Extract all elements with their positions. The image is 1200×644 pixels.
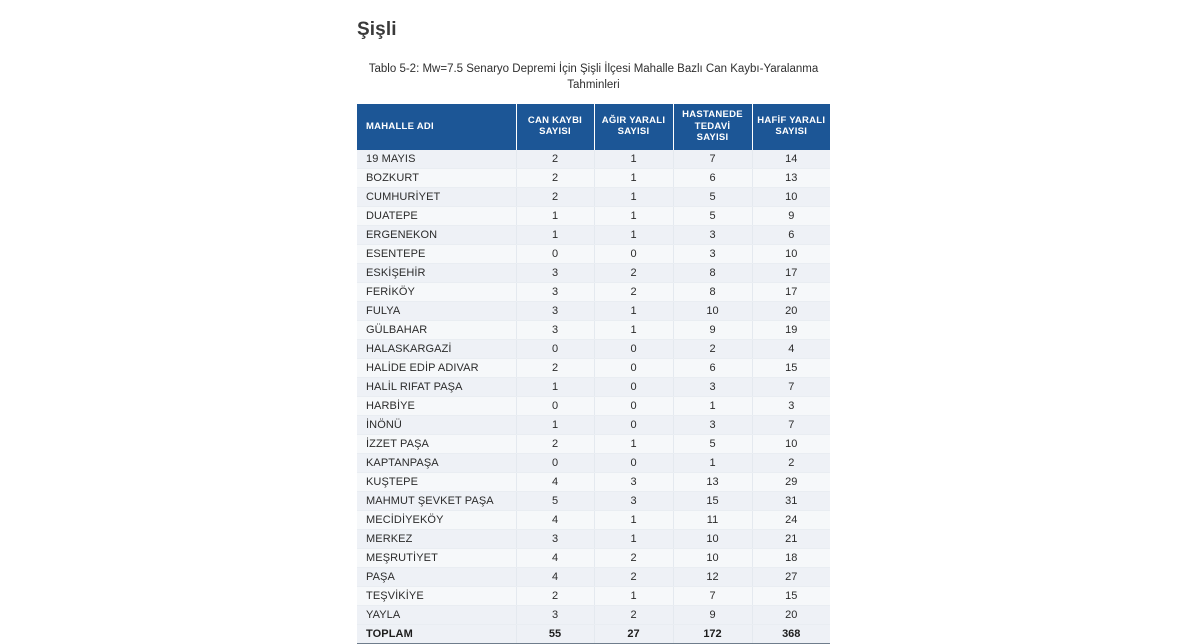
table-body	[357, 150, 830, 644]
cell-can-kaybi: 2	[516, 168, 594, 187]
cell-mahalle-adi: ESENTEPE	[357, 244, 516, 263]
table-row	[357, 187, 830, 206]
table-row	[357, 358, 830, 377]
cell-can-kaybi: 2	[516, 586, 594, 605]
cell-hastanede-tedavi: 3	[673, 244, 752, 263]
table-row	[357, 377, 830, 396]
cell-mahalle-adi: HALASKARGAZİ	[357, 339, 516, 358]
cell-can-kaybi: 3	[516, 605, 594, 624]
cell-hafif-yarali: 29	[752, 472, 830, 491]
table-container	[357, 104, 830, 644]
cell-agir-yarali: 0	[594, 244, 673, 263]
table-row	[357, 244, 830, 263]
cell-agir-yarali: 1	[594, 434, 673, 453]
column-header-hastanede: HASTANEDE TEDAVİ SAYISI	[673, 104, 752, 150]
total-cell-agir-yarali: 27	[594, 624, 673, 643]
cell-can-kaybi: 5	[516, 491, 594, 510]
cell-can-kaybi: 1	[516, 225, 594, 244]
cell-agir-yarali: 1	[594, 320, 673, 339]
cell-can-kaybi: 0	[516, 339, 594, 358]
cell-hastanede-tedavi: 2	[673, 339, 752, 358]
total-cell-can-kaybi: 55	[516, 624, 594, 643]
cell-hastanede-tedavi: 7	[673, 150, 752, 169]
cell-can-kaybi: 0	[516, 396, 594, 415]
cell-hafif-yarali: 19	[752, 320, 830, 339]
cell-hafif-yarali: 15	[752, 358, 830, 377]
cell-hastanede-tedavi: 6	[673, 168, 752, 187]
table-row	[357, 150, 830, 169]
table-row	[357, 453, 830, 472]
cell-agir-yarali: 0	[594, 358, 673, 377]
table-total-row	[357, 624, 830, 643]
cell-mahalle-adi: 19 MAYIS	[357, 150, 516, 169]
cell-hastanede-tedavi: 5	[673, 187, 752, 206]
cell-mahalle-adi: FULYA	[357, 301, 516, 320]
cell-agir-yarali: 1	[594, 225, 673, 244]
cell-hafif-yarali: 31	[752, 491, 830, 510]
cell-hastanede-tedavi: 10	[673, 301, 752, 320]
cell-hafif-yarali: 9	[752, 206, 830, 225]
cell-mahalle-adi: İZZET PAŞA	[357, 434, 516, 453]
cell-hastanede-tedavi: 8	[673, 282, 752, 301]
cell-hastanede-tedavi: 1	[673, 453, 752, 472]
cell-hastanede-tedavi: 8	[673, 263, 752, 282]
cell-hastanede-tedavi: 9	[673, 605, 752, 624]
cell-hastanede-tedavi: 3	[673, 377, 752, 396]
table-row	[357, 548, 830, 567]
cell-hafif-yarali: 14	[752, 150, 830, 169]
cell-hastanede-tedavi: 3	[673, 225, 752, 244]
table-row	[357, 168, 830, 187]
cell-agir-yarali: 1	[594, 510, 673, 529]
cell-hafif-yarali: 17	[752, 263, 830, 282]
cell-can-kaybi: 2	[516, 187, 594, 206]
cell-hastanede-tedavi: 13	[673, 472, 752, 491]
cell-hastanede-tedavi: 6	[673, 358, 752, 377]
cell-can-kaybi: 2	[516, 150, 594, 169]
cell-can-kaybi: 4	[516, 510, 594, 529]
cell-agir-yarali: 0	[594, 377, 673, 396]
cell-agir-yarali: 0	[594, 453, 673, 472]
table-row	[357, 320, 830, 339]
cell-hastanede-tedavi: 7	[673, 586, 752, 605]
column-header-hafif-yarali: HAFİF YARALI SAYISI	[752, 104, 830, 150]
cell-can-kaybi: 1	[516, 415, 594, 434]
cell-agir-yarali: 1	[594, 586, 673, 605]
cell-mahalle-adi: HALİDE EDİP ADIVAR	[357, 358, 516, 377]
table-row	[357, 529, 830, 548]
cell-agir-yarali: 2	[594, 282, 673, 301]
column-header-agir-yarali: AĞIR YARALI SAYISI	[594, 104, 673, 150]
total-cell-mahalle-adi: TOPLAM	[357, 624, 516, 643]
table-row	[357, 263, 830, 282]
cell-hastanede-tedavi: 10	[673, 548, 752, 567]
cell-hastanede-tedavi: 12	[673, 567, 752, 586]
cell-hastanede-tedavi: 5	[673, 434, 752, 453]
cell-can-kaybi: 1	[516, 377, 594, 396]
table-row	[357, 415, 830, 434]
cell-mahalle-adi: KAPTANPAŞA	[357, 453, 516, 472]
cell-agir-yarali: 2	[594, 567, 673, 586]
cell-hafif-yarali: 7	[752, 377, 830, 396]
table-caption: Tablo 5-2: Mw=7.5 Senaryo Depremi İçin Şişli İlçesi Mahalle Bazlı Can Kaybı-Yaralanma Tahminleri	[368, 63, 819, 91]
cell-mahalle-adi: TEŞVİKİYE	[357, 586, 516, 605]
cell-hafif-yarali: 10	[752, 244, 830, 263]
table-row	[357, 472, 830, 491]
table-header	[357, 104, 830, 150]
table-row	[357, 491, 830, 510]
cell-agir-yarali: 1	[594, 150, 673, 169]
cell-mahalle-adi: HALİL RIFAT PAŞA	[357, 377, 516, 396]
table-row	[357, 225, 830, 244]
cell-agir-yarali: 3	[594, 491, 673, 510]
cell-hastanede-tedavi: 1	[673, 396, 752, 415]
cell-can-kaybi: 3	[516, 529, 594, 548]
page-title: Şişli	[357, 19, 397, 40]
cell-agir-yarali: 2	[594, 263, 673, 282]
cell-hafif-yarali: 2	[752, 453, 830, 472]
table-row	[357, 282, 830, 301]
cell-mahalle-adi: MECİDİYEKÖY	[357, 510, 516, 529]
cell-can-kaybi: 2	[516, 358, 594, 377]
cell-mahalle-adi: CUMHURİYET	[357, 187, 516, 206]
cell-can-kaybi: 3	[516, 301, 594, 320]
cell-mahalle-adi: İNÖNÜ	[357, 415, 516, 434]
cell-mahalle-adi: ESKİŞEHİR	[357, 263, 516, 282]
cell-agir-yarali: 1	[594, 206, 673, 225]
cell-can-kaybi: 1	[516, 206, 594, 225]
cell-can-kaybi: 4	[516, 472, 594, 491]
cell-hastanede-tedavi: 15	[673, 491, 752, 510]
cell-can-kaybi: 0	[516, 244, 594, 263]
cell-can-kaybi: 3	[516, 263, 594, 282]
column-header-mahalle-adi: MAHALLE ADI	[357, 104, 516, 150]
cell-can-kaybi: 3	[516, 320, 594, 339]
cell-mahalle-adi: DUATEPE	[357, 206, 516, 225]
cell-hafif-yarali: 15	[752, 586, 830, 605]
table-row	[357, 396, 830, 415]
cell-can-kaybi: 0	[516, 453, 594, 472]
cell-hastanede-tedavi: 10	[673, 529, 752, 548]
cell-can-kaybi: 2	[516, 434, 594, 453]
cell-hastanede-tedavi: 9	[673, 320, 752, 339]
cell-can-kaybi: 4	[516, 548, 594, 567]
total-cell-hastanede-tedavi: 172	[673, 624, 752, 643]
casualty-estimates-table	[357, 104, 830, 644]
table-row	[357, 339, 830, 358]
cell-mahalle-adi: BOZKURT	[357, 168, 516, 187]
cell-agir-yarali: 1	[594, 301, 673, 320]
cell-hafif-yarali: 4	[752, 339, 830, 358]
cell-hafif-yarali: 21	[752, 529, 830, 548]
cell-can-kaybi: 3	[516, 282, 594, 301]
cell-mahalle-adi: MEŞRUTİYET	[357, 548, 516, 567]
table-row	[357, 567, 830, 586]
cell-hastanede-tedavi: 11	[673, 510, 752, 529]
cell-mahalle-adi: MERKEZ	[357, 529, 516, 548]
cell-mahalle-adi: MAHMUT ŞEVKET PAŞA	[357, 491, 516, 510]
table-header-row	[357, 104, 830, 150]
column-header-can-kaybi: CAN KAYBI SAYISI	[516, 104, 594, 150]
cell-agir-yarali: 0	[594, 396, 673, 415]
cell-agir-yarali: 1	[594, 168, 673, 187]
cell-hafif-yarali: 20	[752, 301, 830, 320]
cell-mahalle-adi: GÜLBAHAR	[357, 320, 516, 339]
cell-agir-yarali: 0	[594, 415, 673, 434]
cell-mahalle-adi: FERİKÖY	[357, 282, 516, 301]
cell-agir-yarali: 3	[594, 472, 673, 491]
cell-mahalle-adi: PAŞA	[357, 567, 516, 586]
cell-hafif-yarali: 10	[752, 187, 830, 206]
cell-hafif-yarali: 3	[752, 396, 830, 415]
cell-agir-yarali: 0	[594, 339, 673, 358]
table-row	[357, 586, 830, 605]
total-cell-hafif-yarali: 368	[752, 624, 830, 643]
table-row	[357, 510, 830, 529]
cell-hafif-yarali: 17	[752, 282, 830, 301]
cell-hafif-yarali: 7	[752, 415, 830, 434]
cell-mahalle-adi: ERGENEKON	[357, 225, 516, 244]
table-row	[357, 301, 830, 320]
cell-hastanede-tedavi: 3	[673, 415, 752, 434]
cell-mahalle-adi: YAYLA	[357, 605, 516, 624]
table-row	[357, 605, 830, 624]
cell-hafif-yarali: 18	[752, 548, 830, 567]
cell-hafif-yarali: 10	[752, 434, 830, 453]
table-row	[357, 434, 830, 453]
cell-can-kaybi: 4	[516, 567, 594, 586]
cell-hafif-yarali: 27	[752, 567, 830, 586]
cell-mahalle-adi: KUŞTEPE	[357, 472, 516, 491]
cell-hafif-yarali: 13	[752, 168, 830, 187]
cell-agir-yarali: 1	[594, 529, 673, 548]
cell-hafif-yarali: 24	[752, 510, 830, 529]
cell-hafif-yarali: 6	[752, 225, 830, 244]
cell-hastanede-tedavi: 5	[673, 206, 752, 225]
cell-agir-yarali: 2	[594, 548, 673, 567]
cell-agir-yarali: 2	[594, 605, 673, 624]
cell-mahalle-adi: HARBİYE	[357, 396, 516, 415]
cell-hafif-yarali: 20	[752, 605, 830, 624]
cell-agir-yarali: 1	[594, 187, 673, 206]
table-row	[357, 206, 830, 225]
